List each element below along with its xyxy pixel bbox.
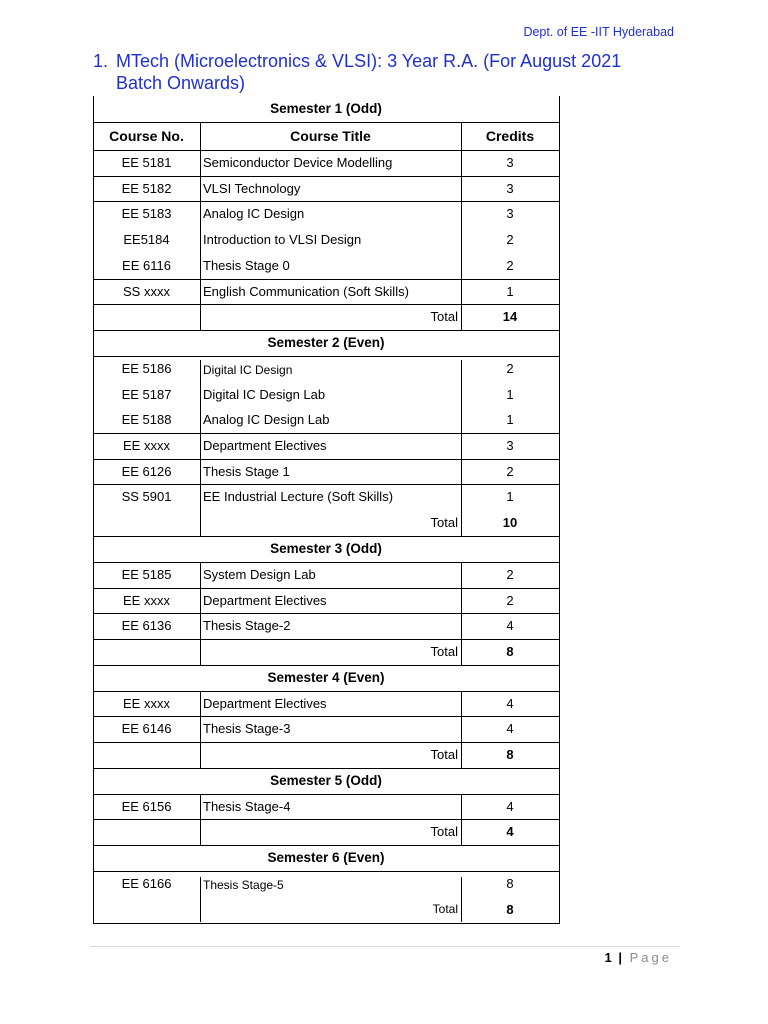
course-credits: 2 (506, 566, 514, 582)
course-credits: 3 (506, 438, 514, 453)
course-number: EE 6126 (121, 463, 172, 479)
total-label: Total (430, 515, 458, 531)
total-label: Total (430, 643, 458, 659)
course-title: Digital IC Design Lab (203, 386, 326, 402)
course-number: EE 5185 (121, 566, 172, 582)
table-column-rule (200, 562, 201, 665)
course-credits: 4 (506, 695, 514, 711)
course-number: EE 6156 (121, 798, 172, 814)
table-column-rule (200, 691, 201, 768)
course-title: EE Industrial Lecture (Soft Skills) (203, 489, 394, 505)
course-credits: 1 (506, 386, 514, 402)
course-credits: 2 (506, 592, 514, 608)
course-title: System Design Lab (203, 566, 316, 582)
course-number: EE 5187 (121, 386, 172, 402)
table-column-rule (461, 691, 462, 768)
table-column-rule (200, 794, 201, 845)
course-title: Analog IC Design Lab (203, 412, 330, 428)
total-label: Total (430, 747, 458, 762)
course-number: EE 6136 (121, 618, 172, 634)
semester-title: Semester 3 (Odd) (270, 540, 382, 556)
course-number: EE xxxx (123, 592, 170, 608)
total-label: Total (432, 901, 458, 916)
course-credits: 3 (506, 206, 514, 222)
semester-total: 10 (502, 515, 518, 531)
course-number: EE 6166 (121, 876, 172, 892)
course-credits: 4 (506, 721, 514, 737)
column-header-credits: Credits (485, 128, 535, 144)
course-title: Thesis Stage 1 (203, 463, 290, 479)
course-title: Thesis Stage-5 (203, 878, 284, 893)
course-credits: 1 (506, 412, 514, 428)
semester-title: Semester 2 (Even) (267, 334, 385, 350)
section-heading (93, 50, 653, 94)
course-title: Department Electives (203, 592, 327, 608)
course-credits: 3 (506, 155, 514, 170)
course-number: EE 5188 (121, 412, 172, 428)
course-number: SS xxxx (123, 283, 170, 299)
footer-divider (90, 946, 680, 947)
course-number: EE 5183 (121, 206, 172, 222)
table-column-rule (461, 877, 462, 922)
course-title: Digital IC Design (203, 362, 293, 377)
table-bottom-rule (93, 923, 560, 924)
section-number: 1. (93, 51, 109, 71)
course-title: Department Electives (203, 695, 327, 711)
page-number: 1 (604, 950, 612, 965)
table-column-rule (200, 360, 201, 536)
course-title: Thesis Stage 0 (203, 257, 290, 273)
course-number: EE xxxx (123, 438, 170, 453)
course-credits: 2 (506, 232, 514, 248)
semester-total: 14 (502, 309, 518, 325)
course-title: Introduction to VLSI Design (203, 232, 362, 248)
table-column-rule (200, 877, 201, 922)
course-credits: 4 (506, 798, 514, 814)
table-column-rule (461, 794, 462, 845)
course-title: English Communication (Soft Skills) (203, 283, 409, 299)
column-header-course-title: Course Title (290, 128, 371, 144)
course-title: Department Electives (203, 438, 327, 453)
total-label: Total (430, 824, 458, 840)
table-column-rule (461, 562, 462, 665)
course-credits: 2 (506, 463, 514, 479)
table-column-rule (461, 360, 462, 536)
department-header: Dept. of EE -IIT Hyderabad (523, 25, 674, 39)
course-number: EE 6146 (121, 721, 172, 737)
page-footer (605, 950, 673, 965)
semester-title: Semester 4 (Even) (267, 669, 385, 685)
column-header-course-no: Course No. (109, 128, 184, 144)
total-label: Total (430, 309, 458, 325)
table-column-rule (461, 122, 462, 330)
section-title: MTech (Microelectronics & VLSI): 3 Year R.A. (For August 2021 Batch Onwards) (116, 51, 622, 93)
table-right-rule (559, 96, 560, 924)
semester-total: 8 (506, 901, 514, 917)
course-number: EE xxxx (123, 695, 170, 711)
course-number: EE 6116 (122, 257, 171, 273)
semester-total: 8 (506, 747, 514, 762)
semester-title: Semester 6 (Even) (267, 850, 385, 866)
course-credits: 1 (506, 283, 514, 299)
course-credits: 1 (506, 489, 514, 505)
course-credits: 4 (506, 618, 514, 634)
semester-total: 8 (506, 643, 514, 659)
semester-title: Semester 5 (Odd) (270, 772, 382, 788)
course-title: Semiconductor Device Modelling (203, 155, 393, 170)
curriculum-table (93, 96, 559, 924)
course-title: Analog IC Design (203, 206, 305, 222)
table-column-rule (200, 122, 201, 330)
course-credits: 3 (506, 180, 514, 196)
table-left-rule (93, 96, 94, 924)
course-number: EE5184 (123, 232, 170, 248)
course-number: EE 5181 (121, 155, 172, 170)
course-credits: 2 (506, 360, 514, 376)
semester-total: 4 (506, 824, 514, 840)
course-title: Thesis Stage-4 (203, 798, 291, 814)
page-label: Page (629, 950, 672, 965)
course-title: Thesis Stage-3 (203, 721, 291, 737)
course-credits: 8 (506, 876, 514, 892)
course-number: EE 5182 (121, 180, 172, 196)
course-title: Thesis Stage-2 (203, 618, 291, 634)
course-number: EE 5186 (121, 360, 172, 376)
course-number: SS 5901 (121, 489, 172, 505)
course-credits: 2 (506, 257, 514, 273)
course-title: VLSI Technology (203, 180, 301, 196)
semester-title: Semester 1 (Odd) (270, 101, 382, 116)
footer-separator: | (618, 950, 622, 965)
